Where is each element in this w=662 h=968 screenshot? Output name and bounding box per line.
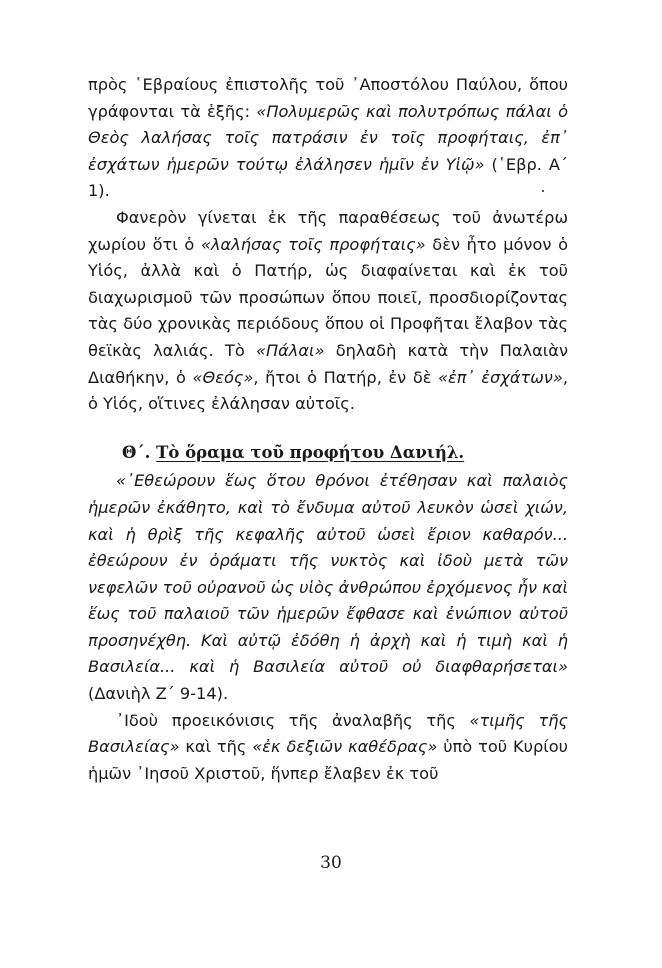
paragraph-daniel-quote — [88, 468, 568, 707]
text-run: Φανερὸν γίνεται ἐκ τῆς παραθέσεως τοῦ ἀνωτέρω χωρίου ὅτι ὁ — [88, 207, 568, 254]
text-run: καὶ τῆς — [179, 737, 253, 757]
text-run: πρὸς ῾Εβραίους ἐπιστολῆς τοῦ ᾿Αποστόλου Παύλου, ὅπου γράφονται τὰ ἑξῆς: — [88, 75, 568, 121]
section-number: Θ΄. — [122, 442, 151, 462]
text-run: , ὁ Υἱός, οἵτινες ἐλάλησαν αὐτοῖς. — [88, 367, 568, 414]
text-run: δὲν ἦτο μόνον ὁ Υἱός, ἀλλὰ καὶ ὁ Πατήρ, ὡς διαφαίνεται καὶ ἐκ τοῦ διαχωρισμοῦ τῶν προσώπων ὅπου ποιεῖ, προσδιορίζοντας τὰς δύο χρονικὰς περιόδους ὅπου οἱ Προφῆται ἔλαβον τὰς θεϊκὰς λαλιάς. Τὸ — [88, 234, 568, 360]
paragraph-hebrews-quote — [88, 72, 568, 205]
italic-quote: «λαλήσας τοῖς προφήταις» — [200, 234, 426, 254]
section-title: Τὸ ὅραμα τοῦ προφήτου Δανιήλ. — [156, 442, 465, 462]
citation: (Δανιὴλ Ζ΄ 9-14). — [88, 684, 229, 704]
citation: (῾Εβρ. Α΄ 1). — [88, 154, 568, 201]
italic-quote: «᾿Εθεώρουν ἕως ὅτου θρόνοι ἐτέθησαν καὶ παλαιὸς ἡμερῶν ἐκάθητο, καὶ τὸ ἔνδυμα αὐτοῦ λευκὸν ὡσεὶ χιών, καὶ ἡ θρὶξ τῆς κεφαλῆς αὐτοῦ ὡσεὶ ἔριον καθαρόν... ἐθεώρουν ἐν ὁράματι τῆς νυκτὸς καὶ ἰδοὺ μετὰ τῶν νεφελῶν τοῦ οὐρανοῦ ὡς υἱὸς ἀνθρώπου ἐρχόμενος ἦν καὶ ἕως τοῦ παλαιοῦ τῶν ἡμερῶν ἔφθασε καὶ ἐνώπιον αὐτοῦ προσηνέχθη. Καὶ αὐτῷ ἐδόθη ἡ ἀρχὴ καὶ ἡ τιμὴ καὶ ἡ Βασιλεία... καὶ ἡ Βασιλεία αὐτοῦ οὐ διαφθαρήσεται» — [88, 471, 568, 677]
page-body — [88, 72, 568, 787]
italic-quote: «τιμῆς τῆς Βασιλείας» — [88, 710, 568, 757]
paragraph-commentary — [88, 205, 568, 418]
italic-quote: «ἐκ δεξιῶν καθέδρας» — [252, 737, 438, 757]
page-number: 30 — [320, 853, 342, 873]
section-heading — [88, 440, 568, 467]
italic-quote: «Πολυμερῶς καὶ πολυτρόπως πάλαι ὁ Θεὸς λαλήσας τοῖς πατράσιν ἐν τοῖς προφήταις, ἐπ᾿ ἐσχάτων ἡμερῶν τούτῳ ἐλάλησεν ἡμῖν ἐν Υἱῷ» — [88, 101, 568, 174]
text-run: ὑπὸ τοῦ Κυρίου ἡμῶν ᾿Ιησοῦ Χριστοῦ, ἥνπερ ἔλαβεν ἐκ τοῦ — [88, 737, 568, 783]
italic-quote: «Θεός» — [192, 367, 254, 387]
text-run: ᾿Ιδοὺ προεικόνισις τῆς ἀναλαβῆς τῆς — [116, 710, 470, 730]
italic-quote: «ἐπ᾿ ἐσχάτων» — [438, 367, 563, 387]
paragraph-prefiguration — [88, 708, 568, 788]
italic-quote: «Πάλαι» — [255, 340, 325, 360]
text-run: , ἤτοι ὁ Πατήρ, ἐν δὲ — [253, 367, 439, 387]
text-run: δηλαδὴ κατὰ τὴν Παλαιὰν Διαθήκην, ὁ — [88, 340, 568, 387]
